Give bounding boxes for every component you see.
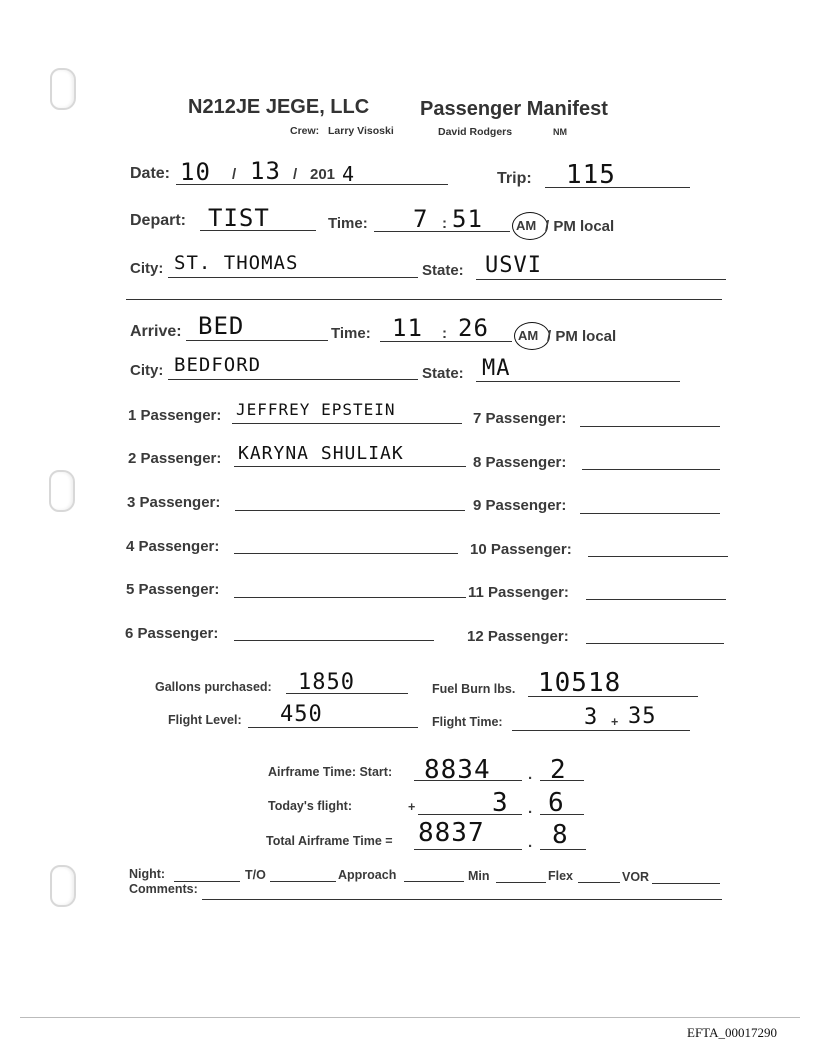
passenger-2-label: 2 Passenger:: [128, 450, 222, 467]
approach-label: Approach: [338, 868, 397, 882]
arrive-city-line: [168, 379, 418, 380]
passenger-3-line: [235, 510, 465, 511]
todays-flight-label: Today's flight:: [268, 799, 352, 813]
fuel-burn-value: 10518: [538, 668, 622, 698]
to-label: T/O: [245, 868, 266, 882]
arrive-time-colon: :: [442, 325, 447, 342]
depart-time-line: [374, 231, 510, 232]
todays-flight-int: 3: [492, 788, 509, 818]
date-sep-2: /: [293, 166, 298, 183]
total-airframe-label: Total Airframe Time =: [266, 834, 393, 848]
arrive-value: BED: [198, 312, 245, 340]
passenger-11-line: [586, 599, 726, 600]
depart-city-label: City:: [130, 260, 164, 277]
gallons-label: Gallons purchased:: [155, 680, 272, 694]
airframe-start-line-int: [414, 780, 522, 781]
flight-time-hours: 3: [584, 705, 599, 730]
airframe-start-label: Airframe Time: Start:: [268, 765, 393, 779]
min-label: Min: [468, 869, 490, 883]
passenger-2-line: [234, 466, 466, 467]
flex-label: Flex: [548, 869, 574, 883]
arrive-time-label: Time:: [331, 325, 371, 342]
arrive-line: [186, 340, 328, 341]
passenger-9-label: 9 Passenger:: [473, 497, 567, 514]
min-line: [496, 882, 546, 883]
depart-value: TIST: [208, 204, 270, 232]
date-month: 10: [180, 158, 211, 186]
flight-level-label: Flight Level:: [168, 713, 242, 727]
flight-level-value: 450: [280, 702, 323, 727]
arrive-hour: 11: [392, 314, 423, 342]
crew-name-1: Larry Visoski: [328, 125, 394, 137]
company-name: N212JE JEGE, LLC: [188, 96, 370, 118]
depart-state-label: State:: [422, 262, 464, 279]
total-airframe-dec: 8: [552, 820, 569, 850]
arrive-pm-local: / PM local: [547, 328, 617, 345]
flight-level-line: [248, 727, 418, 728]
flex-line: [578, 882, 620, 883]
gallons-line: [286, 693, 408, 694]
passenger-1-label: 1 Passenger:: [128, 407, 222, 424]
depart-pm-local: / PM local: [545, 218, 615, 235]
passenger-4-line: [234, 553, 458, 554]
passenger-12-label: 12 Passenger:: [467, 628, 569, 645]
passenger-1-line: [232, 423, 462, 424]
flight-time-line: [512, 730, 690, 731]
date-sep-1: /: [232, 166, 237, 183]
depart-time-label: Time:: [328, 215, 368, 232]
passenger-5-label: 5 Passenger:: [126, 581, 220, 598]
total-airframe-dot: .: [528, 834, 533, 851]
crew-label: Crew:: [290, 125, 320, 137]
total-airframe-line-int: [414, 849, 522, 850]
total-airframe-int: 8837: [418, 818, 485, 848]
punch-hole-middle: [49, 470, 75, 512]
vor-line: [652, 883, 720, 884]
passenger-9-line: [580, 513, 720, 514]
depart-state: USVI: [485, 253, 542, 278]
airframe-start-dec: 2: [550, 755, 567, 785]
scan-edge-line: [20, 1017, 800, 1018]
depart-minute: 51: [452, 205, 483, 233]
comments-label: Comments:: [129, 882, 198, 896]
passenger-7-line: [580, 426, 720, 427]
airframe-start-dot: .: [528, 766, 533, 783]
arrive-label: Arrive:: [130, 323, 182, 340]
gallons-value: 1850: [298, 670, 355, 695]
flight-time-plus: +: [611, 715, 619, 729]
passenger-10-line: [588, 556, 728, 557]
depart-am: AM: [516, 218, 537, 233]
depart-line: [200, 230, 316, 231]
crew-suffix: NM: [553, 127, 567, 137]
crew-name-2: David Rodgers: [438, 126, 513, 138]
total-airframe-line-dec: [540, 849, 586, 850]
passenger-8-line: [582, 469, 720, 470]
passenger-1-name: JEFFREY EPSTEIN: [236, 400, 396, 419]
trip-label: Trip:: [497, 170, 532, 187]
form-title: Passenger Manifest: [420, 98, 608, 120]
date-label: Date:: [130, 165, 171, 182]
todays-flight-line-dec: [540, 814, 584, 815]
depart-hour: 7: [413, 205, 429, 233]
extra-blank-line: [126, 299, 722, 300]
punch-hole-bottom: [50, 865, 76, 907]
passenger-4-label: 4 Passenger:: [126, 538, 220, 555]
passenger-6-line: [234, 640, 434, 641]
approach-line: [404, 881, 464, 882]
depart-time-colon: :: [442, 215, 447, 232]
arrive-city: BEDFORD: [174, 354, 262, 376]
arrive-state-label: State:: [422, 365, 464, 382]
flight-time-label: Flight Time:: [432, 715, 503, 729]
depart-label: Depart:: [130, 212, 187, 229]
fuel-burn-line: [528, 696, 698, 697]
flight-time-minutes: 35: [628, 704, 657, 729]
passenger-11-label: 11 Passenger:: [468, 584, 569, 601]
passenger-6-label: 6 Passenger:: [125, 625, 219, 642]
document-id: EFTA_00017290: [687, 1025, 777, 1040]
passenger-2-name: KARYNA SHULIAK: [238, 443, 404, 464]
date-year-printed: 201: [310, 166, 336, 183]
todays-flight-plus: +: [408, 800, 416, 814]
passenger-5-line: [234, 597, 466, 598]
punch-hole-top: [50, 68, 76, 110]
date-day: 13: [250, 157, 281, 185]
arrive-minute: 26: [458, 314, 489, 342]
passenger-3-label: 3 Passenger:: [127, 494, 221, 511]
todays-flight-dot: .: [528, 800, 533, 817]
night-label: Night:: [129, 867, 166, 881]
to-line: [270, 881, 336, 882]
airframe-start-line-dec: [540, 780, 584, 781]
passenger-8-label: 8 Passenger:: [473, 454, 567, 471]
arrive-am: AM: [518, 328, 539, 343]
todays-flight-dec: 6: [548, 788, 565, 818]
vor-label: VOR: [622, 870, 650, 884]
trip-value: 115: [566, 160, 616, 190]
comments-line: [202, 899, 722, 900]
arrive-state: MA: [482, 356, 511, 381]
arrive-city-label: City:: [130, 362, 164, 379]
arrive-time-line: [380, 341, 512, 342]
passenger-7-label: 7 Passenger:: [473, 410, 567, 427]
fuel-burn-label: Fuel Burn lbs.: [432, 682, 516, 696]
date-year-digit: 4: [342, 162, 356, 186]
trip-line: [545, 187, 690, 188]
depart-city-line: [168, 277, 418, 278]
airframe-start-int: 8834: [424, 755, 491, 785]
todays-flight-line-int: [418, 814, 522, 815]
depart-state-line: [476, 279, 726, 280]
passenger-12-line: [586, 643, 724, 644]
arrive-state-line: [476, 381, 680, 382]
passenger-10-label: 10 Passenger:: [470, 541, 572, 558]
depart-city: ST. THOMAS: [174, 252, 299, 274]
date-line: [176, 184, 448, 185]
